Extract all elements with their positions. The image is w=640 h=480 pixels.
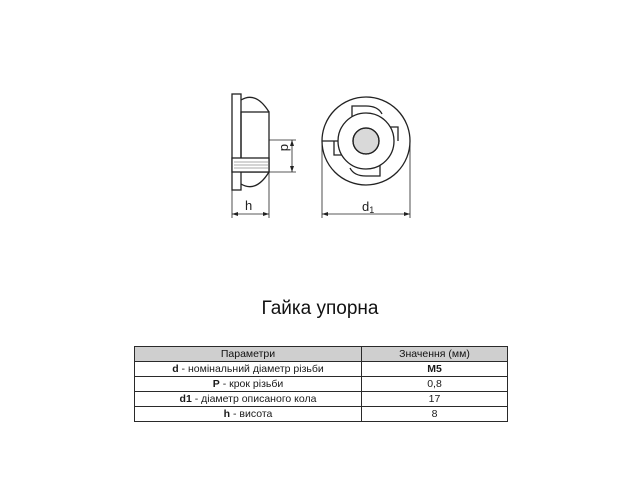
param-symbol: d1 bbox=[179, 393, 192, 405]
header-parameters: Параметри bbox=[135, 347, 362, 362]
table-row bbox=[135, 407, 508, 422]
header-values: Значення (мм) bbox=[362, 347, 508, 362]
param-description: - крок різьби bbox=[219, 378, 284, 390]
dim-d1-label: d1 bbox=[362, 199, 375, 215]
param-description: - висота bbox=[230, 408, 273, 420]
param-cell bbox=[135, 407, 362, 422]
table-row bbox=[135, 377, 508, 392]
param-symbol: h bbox=[223, 408, 231, 420]
value-cell: 8 bbox=[362, 407, 508, 422]
dim-d-label: d bbox=[278, 144, 293, 152]
param-description: - діаметр описаного кола bbox=[191, 393, 317, 405]
value-cell: 17 bbox=[362, 392, 508, 407]
param-cell bbox=[135, 392, 362, 407]
param-description: - номінальний діаметр різьби bbox=[178, 363, 324, 375]
table-row bbox=[135, 392, 508, 407]
table-row bbox=[135, 362, 508, 377]
dim-h-label: h bbox=[245, 198, 253, 213]
table-header-row bbox=[135, 347, 508, 362]
page-title: Гайка упорна bbox=[261, 298, 379, 319]
value-cell: 0,8 bbox=[362, 377, 508, 392]
param-cell bbox=[135, 362, 362, 377]
side-view bbox=[232, 94, 296, 218]
param-symbol: P bbox=[212, 378, 220, 390]
param-cell bbox=[135, 377, 362, 392]
param-symbol: d bbox=[172, 363, 179, 375]
parameters-table bbox=[134, 346, 508, 422]
value-cell: M5 bbox=[362, 362, 508, 377]
